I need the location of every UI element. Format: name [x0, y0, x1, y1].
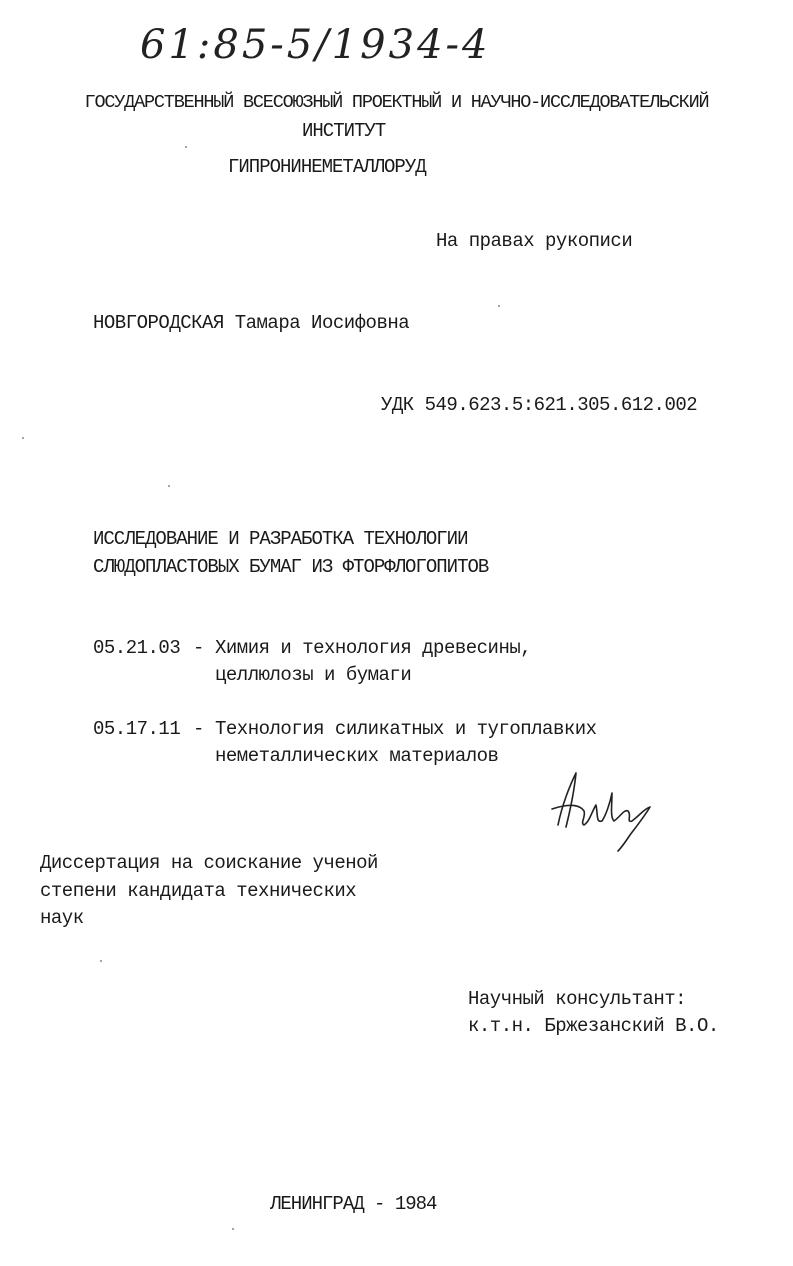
title-line-1: ИССЛЕДОВАНИЕ И РАЗРАБОТКА ТЕХНОЛОГИИ: [93, 528, 468, 550]
dissertation-line-1: Диссертация на соискание ученой: [40, 852, 378, 874]
specialty-dash-2: -: [193, 718, 204, 740]
signature: [540, 765, 670, 855]
specialty-desc-1-line-1: Химия и технология древесины,: [215, 637, 532, 659]
specialty-code-1: 05.21.03: [93, 637, 181, 659]
scan-speck: [22, 437, 24, 439]
specialty-dash-1: -: [193, 637, 204, 659]
author-name: НОВГОРОДСКАЯ Тамара Иосифовна: [93, 312, 410, 334]
scan-speck: [168, 485, 170, 487]
institution-name: ГИПРОНИНЕМЕТАЛЛОРУД: [228, 156, 426, 178]
scan-speck: [100, 960, 102, 962]
specialty-code-2: 05.17.11: [93, 718, 181, 740]
consultant-label: Научный консультант:: [468, 988, 687, 1010]
scan-speck: [498, 305, 500, 307]
city-year: ЛЕНИНГРАД - 1984: [270, 1193, 437, 1215]
scan-speck: [185, 146, 187, 148]
institution-line-2: ИНСТИТУТ: [302, 120, 386, 142]
manuscript-rights: На правах рукописи: [436, 230, 633, 252]
dissertation-line-3: наук: [40, 907, 84, 929]
dissertation-line-2: степени кандидата технических: [40, 880, 357, 902]
scan-speck: [232, 1228, 234, 1230]
consultant-name: к.т.н. Бржезанский В.О.: [468, 1015, 719, 1037]
archive-code: 61:85-5/1934-4: [140, 22, 491, 68]
institution-line-1: ГОСУДАРСТВЕННЫЙ ВСЕСОЮЗНЫЙ ПРОЕКТНЫЙ И НАУЧНО-ИССЛЕДОВАТЕЛЬСКИЙ: [84, 92, 709, 113]
udc-code: УДК 549.623.5:621.305.612.002: [381, 394, 698, 416]
specialty-desc-2-line-1: Технология силикатных и тугоплавких: [215, 718, 597, 740]
title-line-2: СЛЮДОПЛАСТОВЫХ БУМАГ ИЗ ФТОРФЛОГОПИТОВ: [93, 556, 489, 578]
specialty-desc-2-line-2: неметаллических материалов: [215, 745, 499, 767]
specialty-desc-1-line-2: целлюлозы и бумаги: [215, 664, 412, 686]
